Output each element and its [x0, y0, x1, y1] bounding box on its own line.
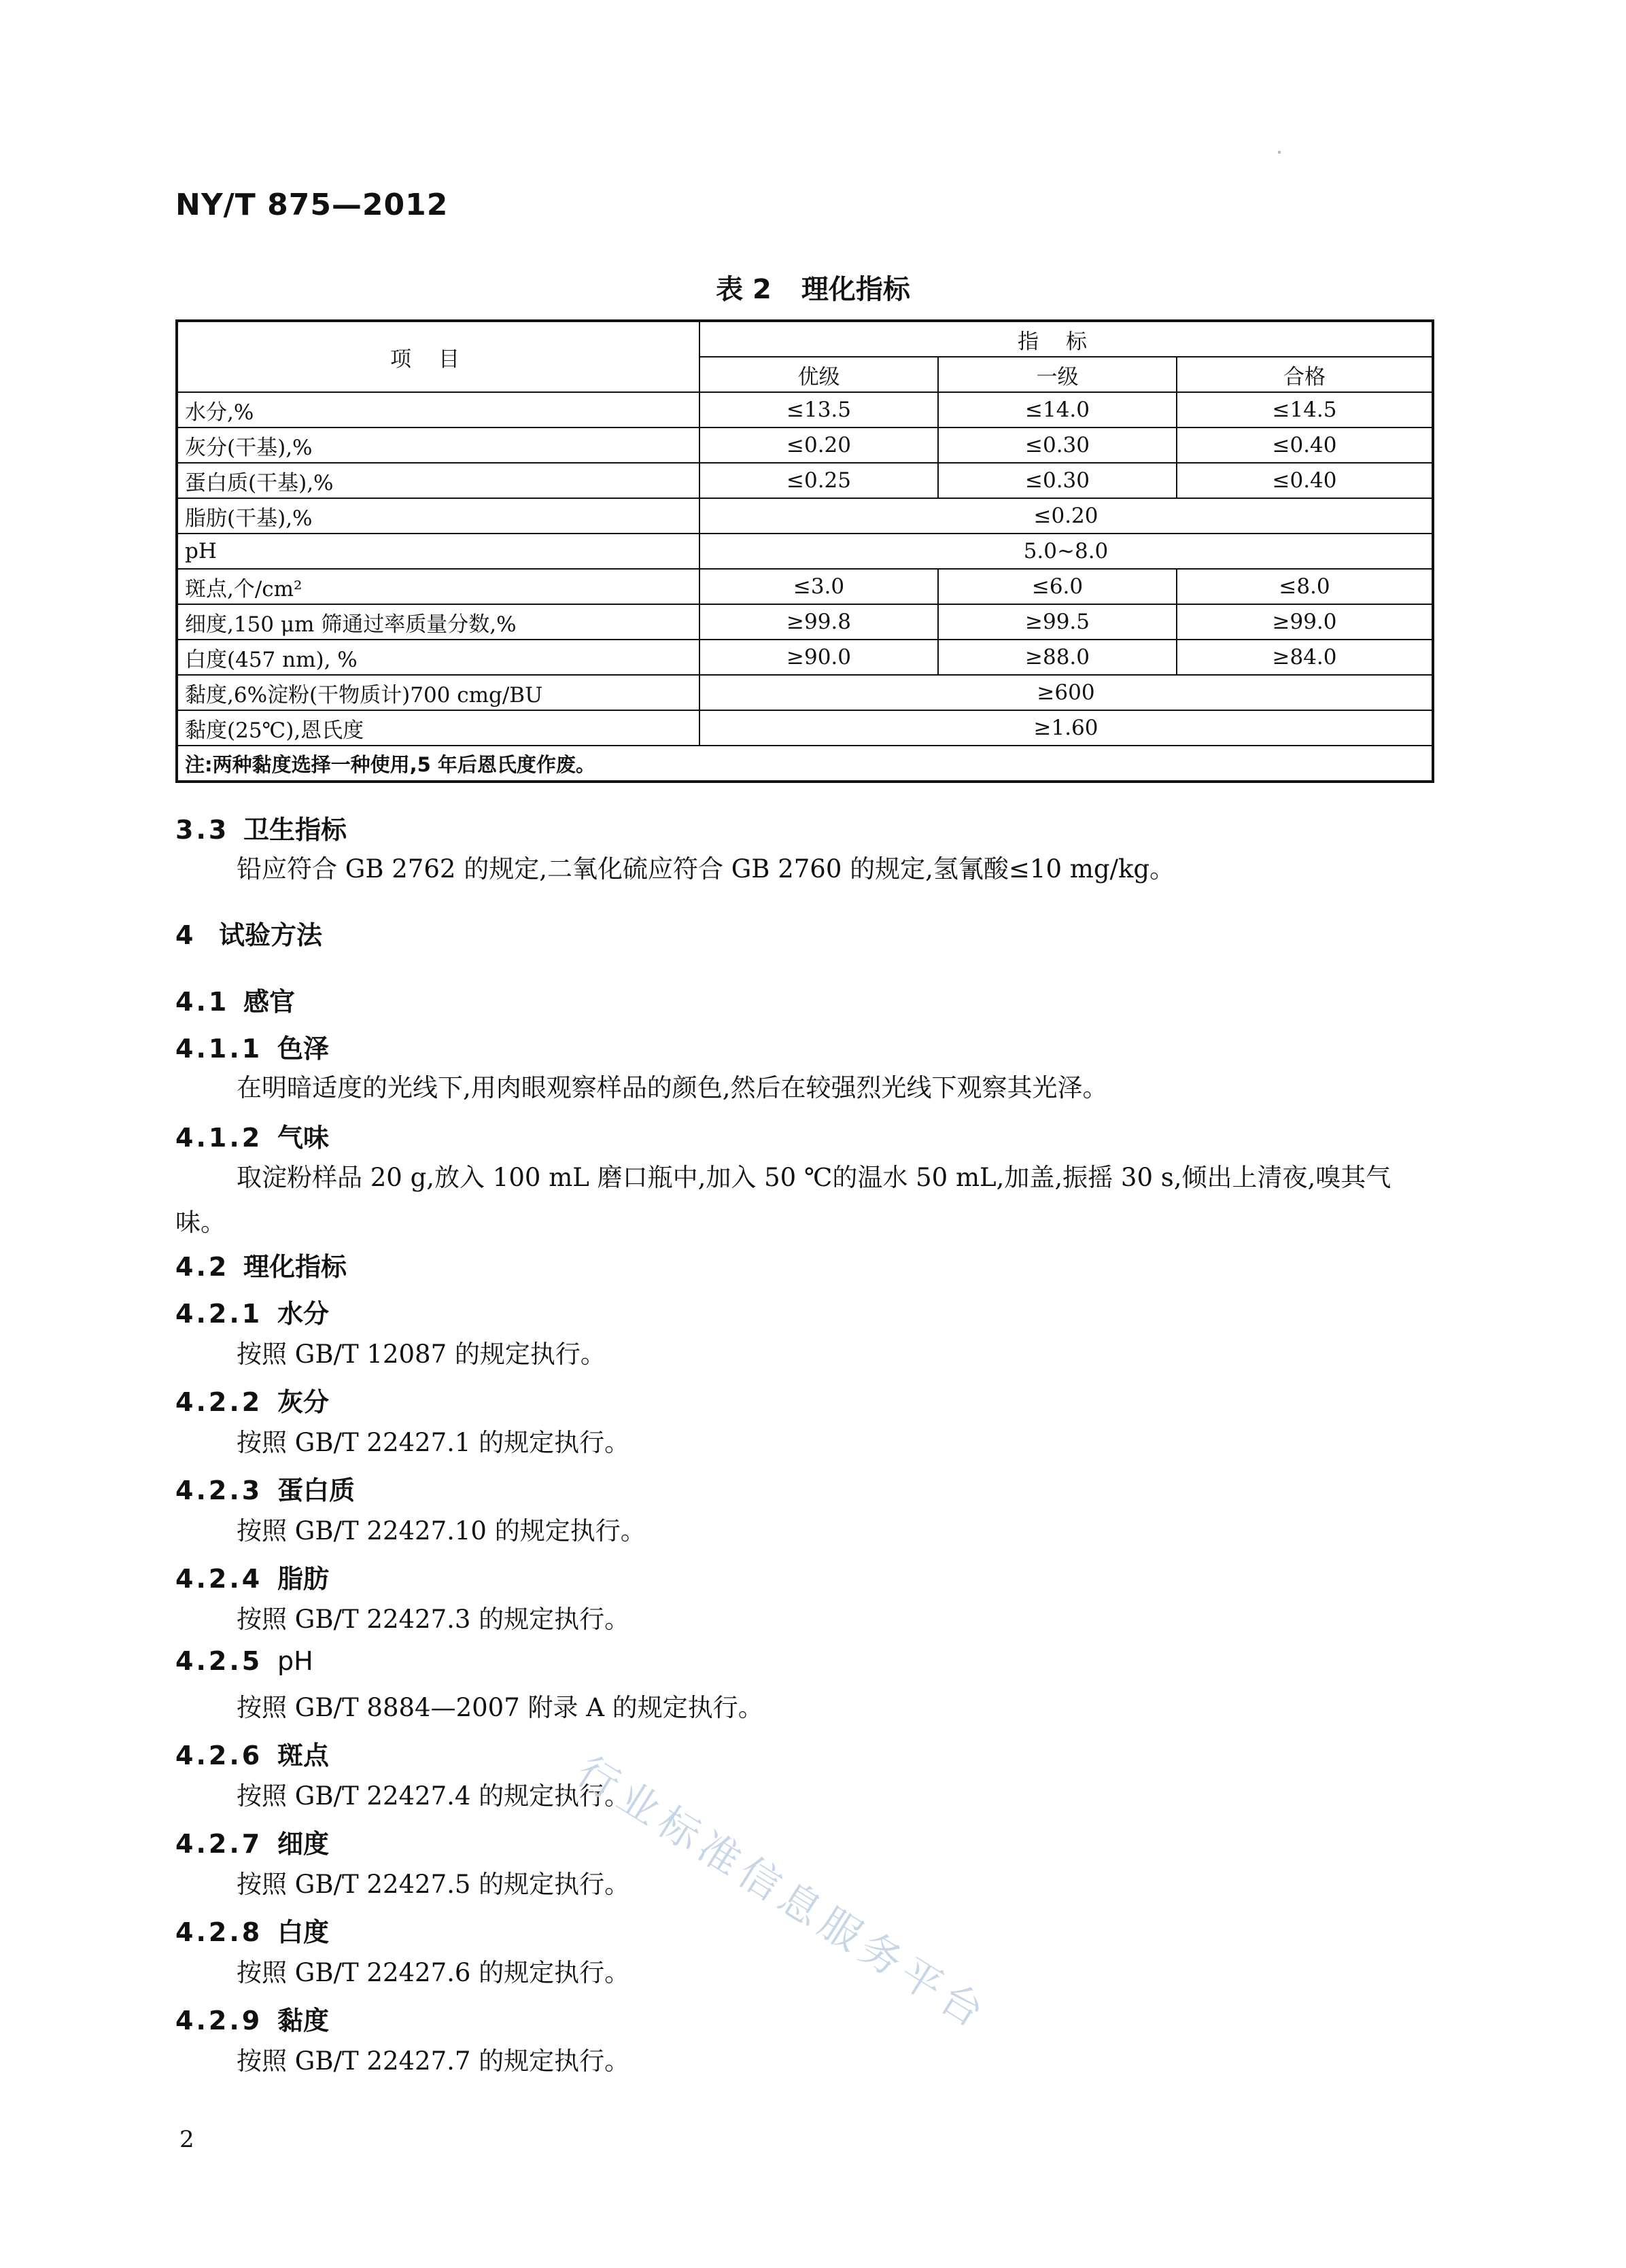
section-heading-4-2-7: 4.2.7 细度	[175, 1829, 330, 1859]
section-heading-4-2: 4.2 理化指标	[175, 1252, 347, 1282]
row-value: ≤0.25	[699, 463, 938, 498]
row-item: pH	[177, 534, 699, 569]
row-value: ≥99.5	[938, 604, 1177, 640]
row-value: ≤13.5	[699, 392, 938, 428]
row-merged-value: ≤0.20	[699, 498, 1433, 534]
row-value: ≤6.0	[938, 569, 1177, 604]
table-row	[177, 604, 1433, 640]
section-heading-4-1-1: 4.1.1 色泽	[175, 1034, 330, 1064]
section-text-4-1-1: 在明暗适度的光线下,用肉眼观察样品的颜色,然后在较强烈光线下观察其光泽。	[237, 1073, 1108, 1102]
row-item: 细度,150 μm 筛通过率质量分数,%	[177, 604, 699, 640]
row-value: ≤0.30	[938, 463, 1177, 498]
section-heading-4-2-4: 4.2.4 脂肪	[175, 1564, 330, 1594]
row-value: ≥90.0	[699, 640, 938, 675]
section-text-4-2-7: 按照 GB/T 22427.5 的规定执行。	[237, 1870, 630, 1899]
section-text-4-2-8: 按照 GB/T 22427.6 的规定执行。	[237, 1958, 630, 1987]
section-text-4-2-3: 按照 GB/T 22427.10 的规定执行。	[237, 1516, 646, 1546]
table-row	[177, 710, 1433, 746]
table-row	[177, 463, 1433, 498]
section-heading-4-2-6: 4.2.6 斑点	[175, 1741, 330, 1770]
row-value: ≤14.5	[1177, 392, 1433, 428]
row-value: ≤0.40	[1177, 428, 1433, 463]
section-text-4-1-2: 取淀粉样品 20 g,放入 100 mL 磨口瓶中,加入 50 ℃的温水 50 mL,加盖,振摇 30 s,倾出上清夜,嗅其气味。	[175, 1163, 1391, 1237]
row-item: 黏度(25℃),恩氏度	[177, 710, 699, 746]
section-heading-4-2-9: 4.2.9 黏度	[175, 2006, 330, 2036]
section-heading-4-1-2: 4.1.2 气味	[175, 1123, 330, 1153]
table-header-row	[177, 321, 1433, 357]
table-note: 注:两种黏度选择一种使用,5 年后恩氏度作废。	[177, 746, 1433, 782]
section-text-4-2-2: 按照 GB/T 22427.1 的规定执行。	[237, 1428, 630, 1457]
row-value: ≥99.8	[699, 604, 938, 640]
scan-speck	[1278, 151, 1281, 154]
section-heading-4-2-2: 4.2.2 灰分	[175, 1387, 330, 1417]
row-merged-value: ≥600	[699, 675, 1433, 710]
section-heading-4-1: 4.1 感官	[175, 987, 296, 1017]
section-heading-3-3: 3.3 卫生指标	[175, 815, 347, 845]
row-value: ≥99.0	[1177, 604, 1433, 640]
section-text-4-2-1: 按照 GB/T 12087 的规定执行。	[237, 1340, 606, 1369]
section-text-4-2-5: 按照 GB/T 8884—2007 附录 A 的规定执行。	[237, 1693, 763, 1722]
header-indicator: 指标	[699, 321, 1433, 357]
row-item: 蛋白质(干基),%	[177, 463, 699, 498]
section-heading-4: 4 试验方法	[175, 920, 323, 950]
table-row	[177, 534, 1433, 569]
row-item: 灰分(干基),%	[177, 428, 699, 463]
header-grade: 一级	[938, 357, 1177, 392]
header-grade: 优级	[699, 357, 938, 392]
table-caption-number: 表 2	[716, 274, 772, 305]
row-value: ≤8.0	[1177, 569, 1433, 604]
table-row	[177, 392, 1433, 428]
section-heading-4-2-3: 4.2.3 蛋白质	[175, 1476, 356, 1505]
section-text-4-2-9: 按照 GB/T 22427.7 的规定执行。	[237, 2046, 630, 2076]
watermark: 行业标准信息服务平台	[568, 1747, 997, 2040]
table-row	[177, 569, 1433, 604]
table-row	[177, 428, 1433, 463]
header-grade: 合格	[1177, 357, 1433, 392]
section-text-4-2-4: 按照 GB/T 22427.3 的规定执行。	[237, 1605, 630, 1634]
row-value: ≤0.30	[938, 428, 1177, 463]
row-merged-value: ≥1.60	[699, 710, 1433, 746]
row-item: 脂肪(干基),%	[177, 498, 699, 534]
row-item: 白度(457 nm), %	[177, 640, 699, 675]
document-id: NY/T 875—2012	[175, 188, 449, 222]
row-item: 黏度,6%淀粉(干物质计)700 cmg/BU	[177, 675, 699, 710]
table-note-row	[177, 746, 1433, 782]
section-heading-4-2-5: 4.2.5 pH	[175, 1646, 313, 1676]
physicochemical-table	[175, 319, 1434, 783]
row-merged-value: 5.0~8.0	[699, 534, 1433, 569]
section-heading-4-2-1: 4.2.1 水分	[175, 1299, 330, 1329]
section-heading-4-2-8: 4.2.8 白度	[175, 1917, 330, 1947]
header-item: 项目	[177, 321, 699, 392]
table-row	[177, 640, 1433, 675]
section-text-4-2-6: 按照 GB/T 22427.4 的规定执行。	[237, 1781, 630, 1811]
table-row	[177, 498, 1433, 534]
row-value: ≥84.0	[1177, 640, 1433, 675]
table-caption	[0, 268, 1626, 307]
table-caption-title: 理化指标	[801, 274, 910, 305]
row-value: ≤3.0	[699, 569, 938, 604]
row-value: ≥88.0	[938, 640, 1177, 675]
row-item: 水分,%	[177, 392, 699, 428]
table-row	[177, 675, 1433, 710]
row-item: 斑点,个/cm²	[177, 569, 699, 604]
row-value: ≤0.40	[1177, 463, 1433, 498]
page-number: 2	[179, 2126, 194, 2153]
row-value: ≤14.0	[938, 392, 1177, 428]
row-value: ≤0.20	[699, 428, 938, 463]
section-text-3-3: 铅应符合 GB 2762 的规定,二氧化硫应符合 GB 2760 的规定,氢氰酸≤10 mg/kg。	[237, 854, 1175, 884]
